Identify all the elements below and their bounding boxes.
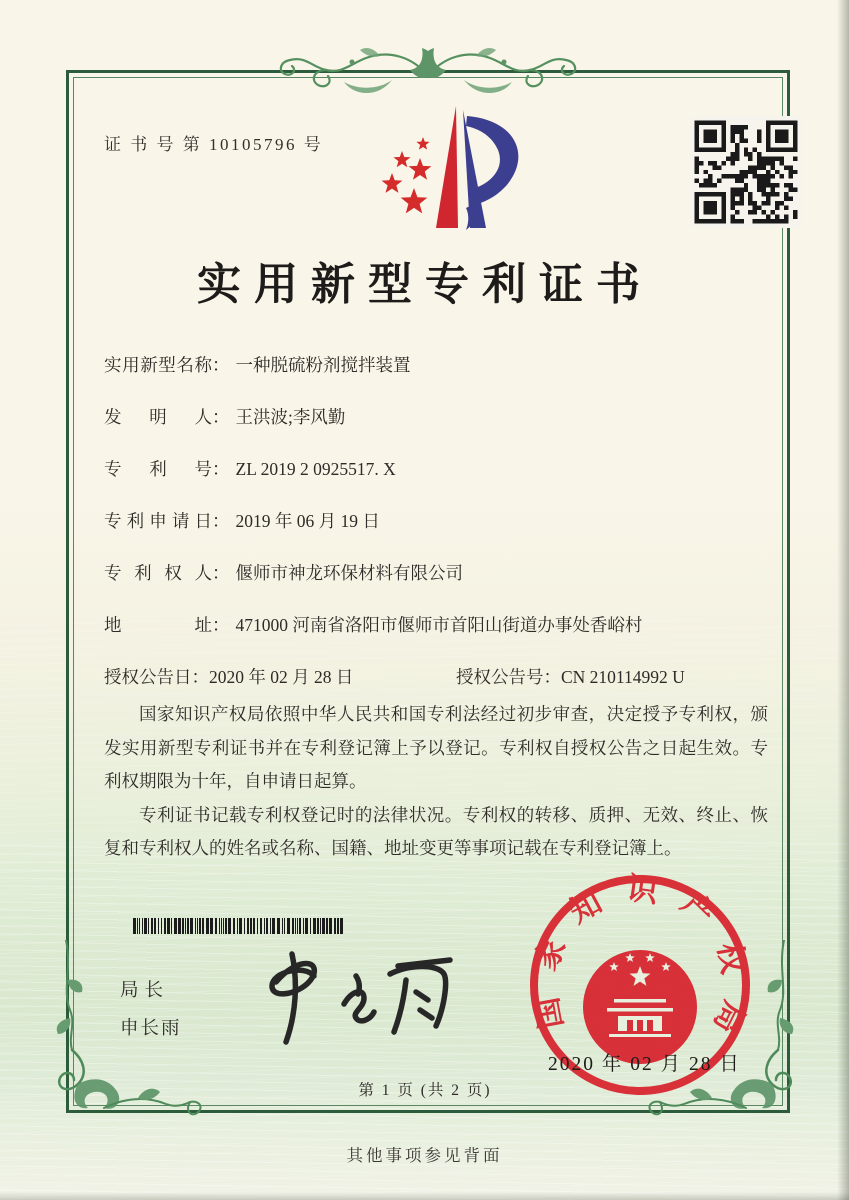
- field-colon: ：: [212, 563, 230, 583]
- legal-paragraph-2: 专利证书记载专利权登记时的法律状况。专利权的转移、质押、无效、终止、恢复和专利权人的姓名或名称、国籍、地址变更等事项记载在专利登记簿上。: [104, 804, 768, 858]
- field-label: 专利号: [104, 459, 212, 479]
- field-label: 实用新型名称: [104, 355, 212, 375]
- field-colon: ：: [191, 667, 209, 687]
- field-value: ZL 2019 2 0925517. X: [235, 459, 396, 479]
- grant-date-value: 2020 年 02 月 28 日: [209, 667, 354, 687]
- certificate-number: 证 书 号 第 10105796 号: [104, 135, 324, 154]
- grant-number-value: CN 210114992 U: [561, 667, 685, 687]
- seal-date: 2020 年 02 月 28 日: [548, 1054, 741, 1075]
- field-patentee: [104, 560, 784, 612]
- field-value: 偃师市神龙环保材料有限公司: [235, 563, 463, 583]
- field-utility-model-name: [104, 352, 784, 404]
- back-side-note: 其他事项参见背面: [346, 1146, 503, 1165]
- commissioner-title: 局长: [120, 981, 170, 1001]
- field-colon: ：: [212, 459, 230, 479]
- field-colon: ：: [212, 615, 230, 635]
- field-value: 一种脱硫粉剂搅拌装置: [235, 355, 411, 375]
- scan-edge-shadow-right: [837, 0, 849, 1200]
- grant-number-label: 授权公告号: [456, 667, 544, 687]
- field-colon: ：: [543, 667, 561, 687]
- certificate-title: 实用新型专利证书: [197, 260, 653, 309]
- scan-edge-shadow-bottom: [0, 1192, 849, 1200]
- field-label: 专利权人: [104, 563, 212, 583]
- handwritten-signature-icon: [248, 948, 458, 1048]
- legal-paragraph-1: 国家知识产权局依照中华人民共和国专利法经过初步审查，决定授予专利权，颁发实用新型专利证书并在专利登记簿上予以登记。专利权自授权公告之日起生效。专利权期限为十年，自申请日起算。: [104, 704, 768, 791]
- field-colon: ：: [212, 407, 230, 427]
- grant-date-label: 授权公告日: [104, 667, 192, 687]
- seal-text: 国家知识产权局: [525, 870, 755, 1059]
- commissioner-name: 申长雨: [120, 1019, 182, 1039]
- field-patent-number: [104, 456, 784, 508]
- page-number: 第 1 页 (共 2 页): [358, 1082, 492, 1099]
- legal-text: [104, 698, 768, 866]
- field-value: 471000 河南省洛阳市偃师市首阳山街道办事处香峪村: [235, 615, 643, 635]
- certificate-fields: [104, 352, 784, 716]
- qr-code-icon: [690, 116, 802, 228]
- field-label: 专利申请日: [104, 511, 212, 531]
- field-value: 2019 年 06 月 19 日: [235, 511, 380, 531]
- field-colon: ：: [212, 355, 230, 375]
- field-filing-date: [104, 508, 784, 560]
- field-address: [104, 612, 784, 664]
- field-label: 发明人: [104, 407, 212, 427]
- field-inventors: [104, 404, 784, 456]
- field-value: 王洪波;李风勤: [235, 407, 346, 427]
- field-label: 地址: [104, 615, 212, 635]
- barcode-icon: [133, 918, 347, 934]
- cnipa-logo-icon: [366, 104, 536, 234]
- field-colon: ：: [212, 511, 230, 531]
